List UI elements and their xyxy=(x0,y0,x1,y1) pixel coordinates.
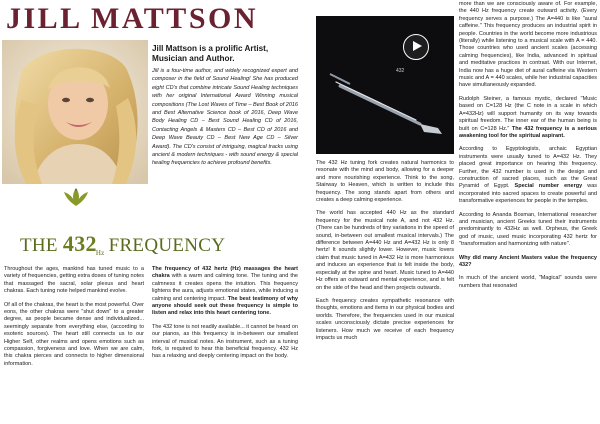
col4-paragraph-3 xyxy=(459,146,597,205)
section-title-pre: THE xyxy=(20,235,58,256)
author-portrait xyxy=(2,40,148,184)
col4-egypt-text: According to Egyptologists, archaic Egyptian instruments were usually tuned to A=432 Hz. They placed great importance on hearing this frequency. Further, the 432 number is used in the design and construction of sacred places, such as the Great Pyramid of Egypt. xyxy=(459,146,597,190)
tuning-fork-image xyxy=(316,16,454,154)
col4-bold-special: Special number energy xyxy=(514,183,583,190)
page-title: JILL MATTSON xyxy=(6,2,258,35)
col4-paragraph-6: In much of the ancient world, "Magical" sounds were numbers that resonated xyxy=(459,275,597,289)
column-4 xyxy=(459,1,597,296)
video-label: 432 xyxy=(396,68,405,74)
col3-paragraph-2: The world has accepted 440 Hz as the standard frequency for the musical note A, and not 432 Hz. (There can be hundreds of tiny variations in the speed of sound, in-between out smallest musical intervals.) The difference between A=440 Hz and A=432 Hz is only 8 hertz! It sounds slightly lower. However, music lovers claim that music tuned in A=432 Hz is more harmonious and induces an experience that is felt inside the body, especially at the spine and heart. Music tuned to A=440 Hz offers an outward and mental experience, and is felt on the side of the head and then projects outwards. xyxy=(316,210,454,291)
portrait-photo xyxy=(2,40,148,184)
intro-heading: Jill Mattson is a prolific Artist, Musician and Author. xyxy=(152,44,269,63)
col4-paragraph-4: According to Ananda Bosman, International researcher and musician, ancient Greeks tuned their instruments predominantly to 432Hz as well. Orpheus, the Greek god of music, used music incorporating 432 hertz for "transformation and harmonizing with nature". xyxy=(459,211,597,248)
lotus-emblem-icon xyxy=(62,186,90,208)
column-3 xyxy=(316,160,454,348)
section-title xyxy=(20,232,225,265)
col2-bold-lead: The frequency of 432 hertz (Hz) massages the heart chakra xyxy=(152,266,298,280)
col4-paragraph-1: more than we are consciously aware of. For example, the 440 Hz frequency create outward activity. (Every frequency serves a purpose.) The A=440 is like "aural caffeine." This frequency produces an industrial spirit in people. Countries in the world become more industrious (literally) while listening to a musical scale with A = 440. Those countries who used ancient scales (accessing calming frequencies), like India, advanced in spiritual and meditative practices in contrast. With our Internet, India now has a huge diet of aural caffeine via Western music and A = 440 scales, while her industrial capacities have simultaneously expanded. xyxy=(459,1,597,89)
col4-steiner-quote: Rudolph Steiner, a famous mystic, declared "Music based on C=128 Hz (the C note in a scale in which A=432Hz) will support humanity on its way towards spiritual freedom. The inner ear of the human being is built on C=128 Hz." xyxy=(459,95,597,132)
col2-bold-testimony: The best testimony of why anyone should seek out these frequency is simple to listen and relax into this heart centering tone. xyxy=(152,295,298,317)
col2-text: with a warm and calming tone. The tuning and the calmness it creates opens the intuition. This frequency lightens the aura, adjusts emotional states, while inducing a calming and centering impact. xyxy=(152,273,298,302)
col2-paragraph-2: The 432 tone is not readily available... it cannot be heard on our pianos, as this frequency is in-between our smallest interval of musical notes. An instrument, such as a tuning fork, is required to hear this beneficial frequency. 432 Hz has a relaxing and deeply centering impact on the body. xyxy=(152,323,298,360)
col3-paragraph-1: The 432 Hz tuning fork creates natural harmonics to resonate with the mind and body, allowing for a deeper and more nourishing experience. Think to the song, Stairway to Heaven, which is written to include this frequency. The song stands apart from others and creates a deep calming experience. xyxy=(316,160,454,204)
col4-egypt-rest: was incorporated into sacred spaces to create powerful and transformative experiences for people in the temples. xyxy=(459,183,598,205)
col3-paragraph-3: Each frequency creates sympathetic resonance with thoughts, emotions and items in our physical bodies and worlds. Therefore, the frequencies used in our musical scales unconsciously dictate precise experiences for listeners. How much we receive of each frequency impacts us much xyxy=(316,297,454,341)
section-title-post: FREQUENCY xyxy=(108,235,226,256)
col1-paragraph-2: Of all of the chakras, the heart is the most powerful. Over eons, the other chakras were "shut down" to a greater degree, as people became dense and individualized... seemingly separate from everything else, (according to esoteric sources). The heart still connects us to our Higher Self, other realms and opens emotions such as compassion, forgiveness and love. When we are calm, this chakra pierces and connects to higher dimensional information. xyxy=(4,301,144,367)
intro-bio: Jill is a four-time author, and widely recognized expert and composer in the field of Sound Healing! She has produced eight CD's that combine intricate Sound Healing techniques with her original International Award Winning musical compositions (The Lost Waves of Time – Best Book of 2016 and Best Alternative Science book of 2016, Deep Wave Body Healing CD – Best Sound Healing CD of 2016, Contacting Angels & Masters CD – Best CD of 2016 and Deep Wave Beauty CD – Best New Age CD – Silver Award). The CD's consist of intriguing, magical tracks using ancient & modern techniques - with sound energy & special healing frequencies to achieve profound benefits. xyxy=(152,68,298,167)
video-player[interactable] xyxy=(316,16,454,154)
col4-paragraph-2 xyxy=(459,96,597,140)
play-button[interactable] xyxy=(403,34,429,60)
col4-question: Why did many Ancient Masters value the frequency 432? xyxy=(459,254,597,268)
col1-paragraph-1: Throughout the ages, mankind has tuned music to a variety of frequencies, getting extra doses of tuning notes that massaged the sacral, solar plexus and heart chakras. Each tuning note helped mankind evolve. xyxy=(4,266,144,295)
section-title-number: 432 xyxy=(62,231,97,256)
section-title-unit: Hz xyxy=(95,249,105,257)
column-1 xyxy=(4,266,144,374)
col4-bold-awakening: The 432 frequency is a serious awakening tool for the spiritual aspirant. xyxy=(459,125,597,139)
column-2 xyxy=(152,266,298,367)
col2-paragraph-1 xyxy=(152,266,298,318)
